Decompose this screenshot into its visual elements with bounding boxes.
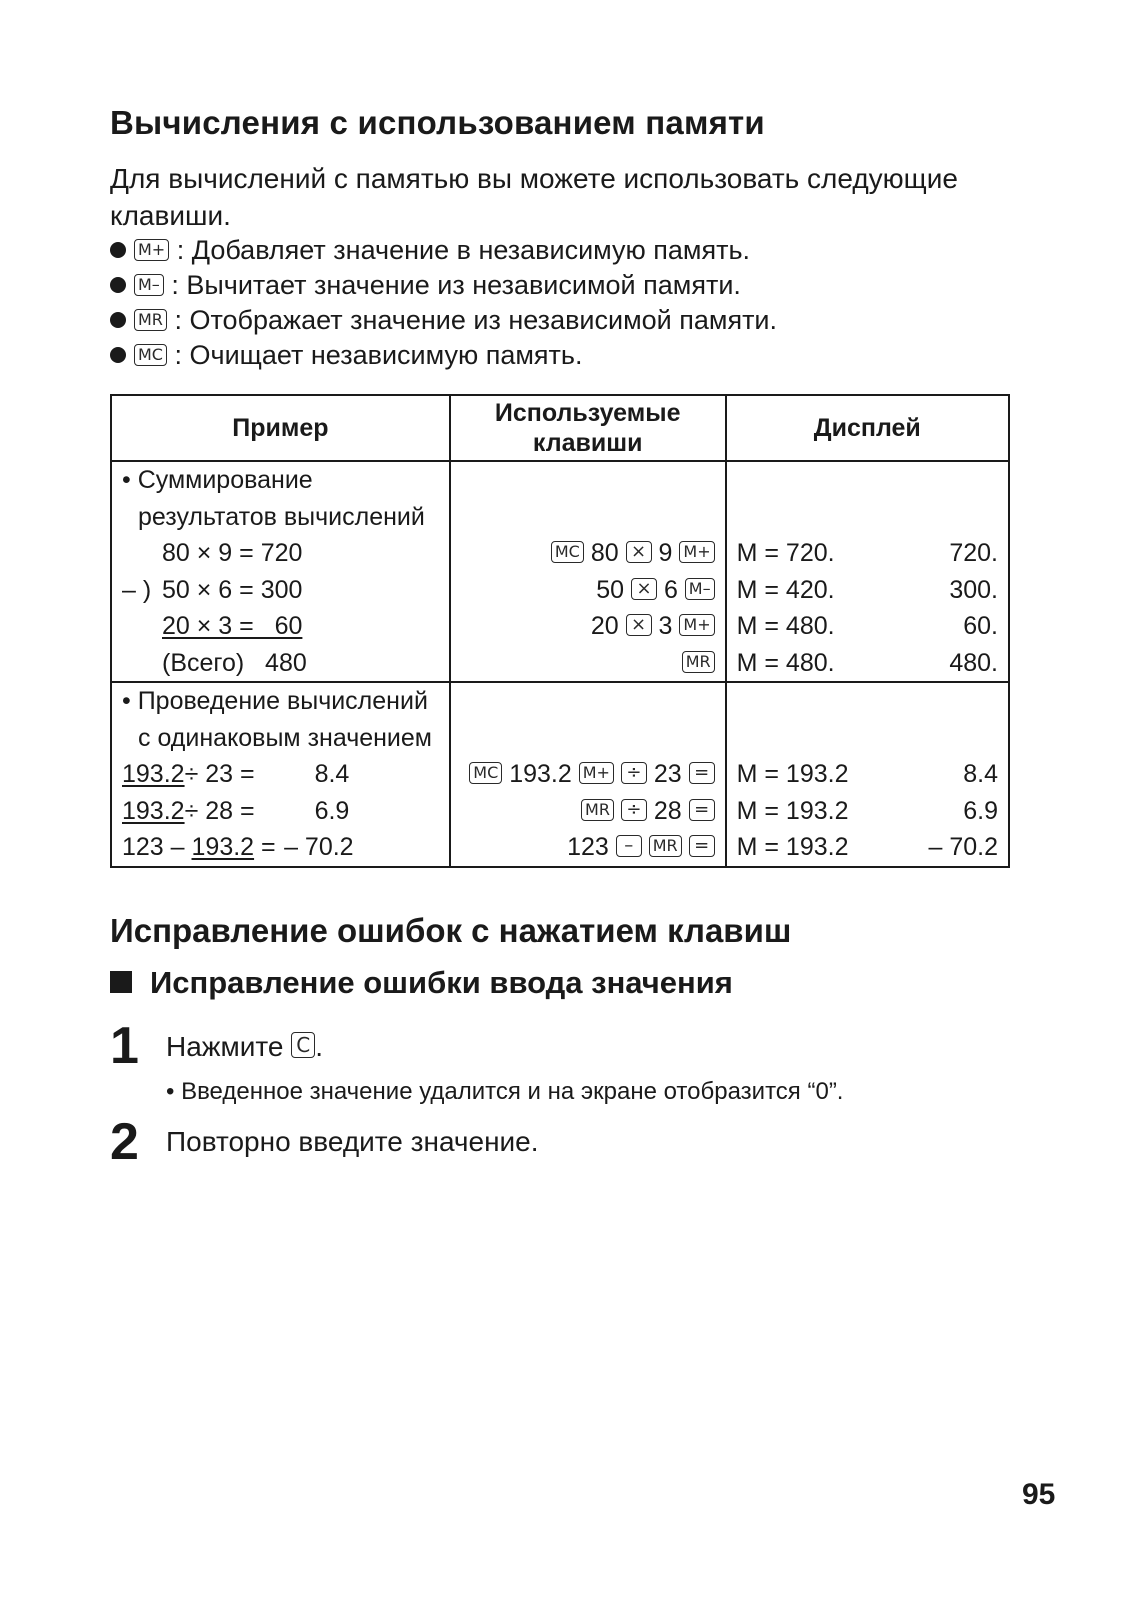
display-line: M = 193.2 – 70.2: [736, 833, 998, 861]
mc-key-icon: MC: [134, 344, 167, 366]
example-line: – ) 50 × 6 = 300: [122, 575, 303, 604]
list-item: [110, 338, 777, 373]
example-line: 20 × 3 = 60: [162, 612, 303, 640]
section-title-memory: Вычисления с использованием памяти: [110, 104, 765, 141]
mr-key-icon: MR: [581, 799, 614, 821]
display-line: M = 193.2 6.9: [736, 796, 998, 825]
table-row: [111, 461, 1009, 682]
bullet-icon: [110, 347, 126, 363]
keys-line: 123 – MR =: [451, 829, 725, 866]
m-plus-key-icon: M+: [679, 541, 714, 563]
group-title: с одинаковым значением: [138, 723, 432, 752]
m-plus-key-icon: M+: [579, 762, 614, 784]
multiply-key-icon: ×: [626, 614, 652, 636]
subsection-title: Исправление ошибки ввода значения: [110, 965, 733, 1001]
step-number: 2: [110, 1113, 139, 1171]
list-item: [110, 268, 777, 303]
example-line: 123 – 193.2 = – 70.2: [122, 833, 354, 861]
example-line: (Всего) 480: [162, 648, 307, 677]
step-text: Повторно введите значение.: [166, 1126, 539, 1157]
multiply-key-icon: ×: [631, 578, 657, 600]
equals-key-icon: =: [689, 835, 715, 857]
example-cell: [111, 461, 450, 682]
step-note: • Введенное значение удалится и на экране отобразится “0”.: [166, 1078, 844, 1105]
square-bullet-icon: [110, 971, 132, 993]
table-row: [111, 682, 1009, 867]
list-item: [110, 233, 777, 268]
m-plus-key-icon: M+: [134, 239, 169, 261]
m-plus-key-icon: M+: [679, 614, 714, 636]
bullet-icon: [110, 277, 126, 293]
header-keys: Используемые клавиши: [450, 395, 726, 461]
equals-key-icon: =: [689, 762, 715, 784]
keys-line: 50 × 6 M–: [451, 572, 725, 609]
example-line: 80 × 9 = 720: [162, 539, 303, 567]
equals-key-icon: =: [689, 799, 715, 821]
key-description: : Очищает независимую память.: [174, 340, 583, 370]
header-display: Дисплей: [726, 395, 1009, 461]
bullet-icon: [110, 312, 126, 328]
minus-key-icon: –: [616, 835, 642, 857]
display-line: M = 480. 480.: [736, 648, 998, 677]
display-cell: [726, 461, 1009, 682]
group-title: результатов вычислений: [138, 502, 425, 531]
m-minus-key-icon: M–: [685, 578, 715, 600]
example-line: 193.2÷ 23 = 8.4: [122, 760, 350, 788]
mr-key-icon: MR: [134, 309, 167, 331]
mc-key-icon: MC: [551, 541, 584, 563]
keys-line: [451, 645, 725, 682]
divide-key-icon: ÷: [621, 762, 647, 784]
example-cell: [111, 682, 450, 867]
section-title-corrections: Исправление ошибок с нажатием клавиш: [110, 912, 792, 949]
intro-text: Для вычислений с памятью вы можете использовать следующие клавиши.: [110, 163, 958, 231]
bullet-icon: [110, 242, 126, 258]
table-header-row: [111, 395, 1009, 461]
mr-key-icon: MR: [682, 651, 715, 673]
step-number: 1: [110, 1017, 139, 1075]
memory-keys-list: [110, 233, 777, 373]
multiply-key-icon: ×: [626, 541, 652, 563]
key-description: : Отображает значение из независимой памяти.: [174, 305, 778, 335]
keys-line: MR ÷ 28 =: [451, 793, 725, 830]
memory-examples-table: [110, 394, 1010, 868]
step-text: Нажмите C .: [166, 1031, 324, 1062]
group-title: • Суммирование: [122, 466, 313, 494]
header-example: Пример: [111, 395, 450, 461]
divide-key-icon: ÷: [621, 799, 647, 821]
keys-cell: [450, 682, 726, 867]
list-item: [110, 303, 777, 338]
display-line: M = 480. 60.: [736, 612, 998, 640]
keys-line: MC 193.2 M+ ÷ 23 =: [451, 756, 725, 793]
key-description: : Вычитает значение из независимой памяти.: [171, 270, 741, 300]
key-description: : Добавляет значение в независимую память.: [176, 235, 751, 265]
keys-cell: [450, 461, 726, 682]
display-line: M = 420. 300.: [736, 575, 998, 604]
mc-key-icon: MC: [469, 762, 502, 784]
page-number: 95: [1022, 1478, 1056, 1511]
display-line: M = 720. 720.: [736, 539, 998, 567]
example-line: 193.2÷ 28 = 6.9: [122, 796, 350, 825]
keys-line: MC 80 × 9 M+: [451, 535, 725, 572]
mr-key-icon: MR: [649, 835, 682, 857]
display-line: M = 193.2 8.4: [736, 760, 998, 788]
c-key-icon: C: [291, 1032, 315, 1058]
keys-line: 20 × 3 M+: [451, 608, 725, 645]
group-title: • Проведение вычислений: [122, 687, 428, 715]
m-minus-key-icon: M–: [134, 274, 164, 296]
display-cell: [726, 682, 1009, 867]
